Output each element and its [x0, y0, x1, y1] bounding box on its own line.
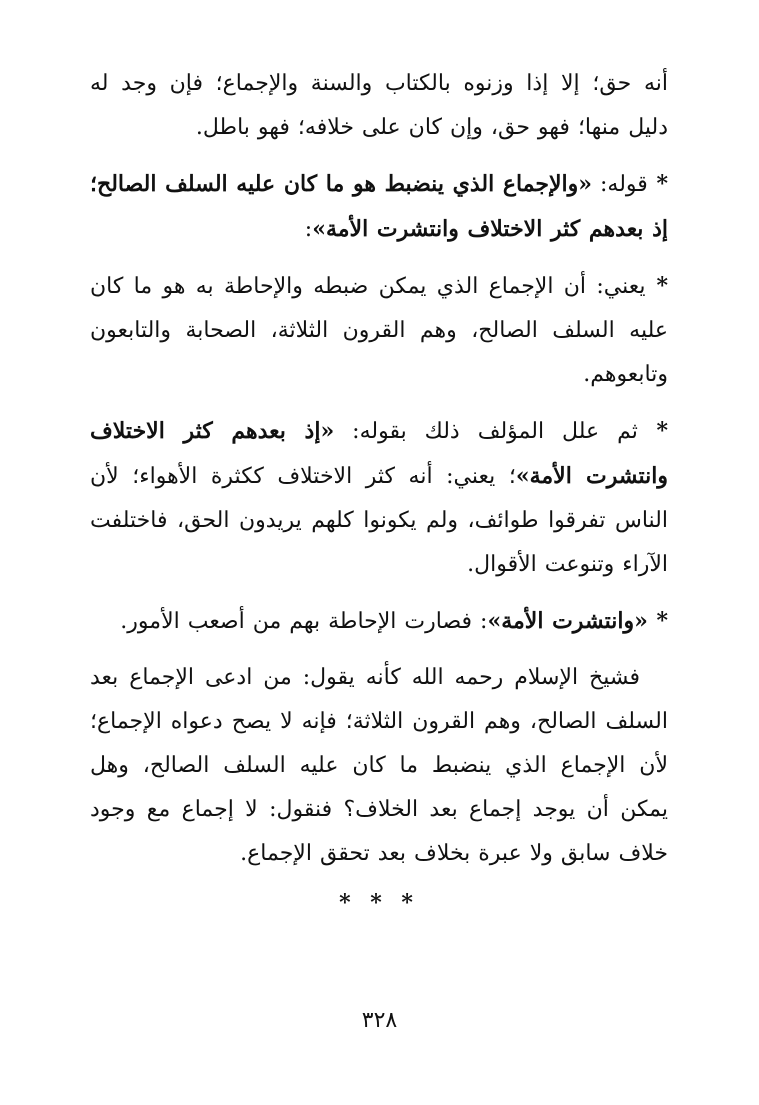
- paragraph-4: [90, 409, 668, 587]
- text-segment: أنه حق؛ إلا إذا وزنوه بالكتاب والسنة والإجماع؛ فإن وجد له دليل منها؛ فهو حق، وإن كان على خلافه؛ فهو باطل.: [90, 71, 668, 140]
- bold-quote-segment: *: [647, 608, 668, 634]
- bold-quote-segment: *: [637, 418, 669, 444]
- text-segment: : فصارت الإحاطة بهم من أصعب الأمور.: [120, 609, 488, 634]
- text-segment: قوله:: [592, 172, 648, 197]
- bold-quote-segment: *: [647, 171, 668, 197]
- page-number: ٣٢٨: [361, 1008, 398, 1033]
- paragraph-2: [90, 162, 668, 252]
- bold-quote-segment: *: [645, 273, 668, 299]
- text-segment: :: [304, 217, 313, 242]
- paragraph-1: [90, 62, 668, 150]
- bold-quote-segment: «وانتشرت الأمة»: [487, 608, 648, 634]
- text-segment: ثم علل المؤلف ذلك بقوله:: [334, 419, 638, 444]
- page-body: [90, 62, 668, 916]
- text-segment: فشيخ الإسلام رحمه الله كأنه يقول: من ادعى الإجماع بعد السلف الصالح، وهم القرون الثلاثة؛ فإنه لا يصح دعواه الإجماع؛ لأن الإجماع الذي ينضبط ما كان عليه السلف الصالح، وهل يمكن أن يوجد إجماع بعد الخلاف؟ فنقول: لا إجماع مع وجود خلاف سابق ولا عبرة بخلاف بعد تحقق الإجماع.: [90, 665, 668, 866]
- paragraph-3: [90, 264, 668, 397]
- paragraph-6: [90, 656, 668, 876]
- text-segment: يعني: أن الإجماع الذي يمكن ضبطه والإحاطة به هو ما كان عليه السلف الصالح، وهم القرون الثلاثة، الصحابة والتابعون وتابعوهم.: [90, 274, 668, 387]
- section-separator: * * *: [339, 890, 419, 916]
- bold-quote-segment: «والإجماع الذي ينضبط هو ما كان عليه السلف الصالح؛ إذ بعدهم كثر الاختلاف وانتشرت الأمة»: [90, 171, 668, 242]
- paragraph-5: [90, 599, 668, 644]
- text-segment: ؛ يعني: أنه كثر الاختلاف ككثرة الأهواء؛ لأن الناس تفرقوا طوائف، ولم يكونوا كلهم يريدون الحق، فاختلفت الآراء وتنوعت الأقوال.: [90, 464, 668, 577]
- bold-quote-segment: «إذ بعدهم كثر الاختلاف وانتشرت الأمة»: [90, 418, 668, 489]
